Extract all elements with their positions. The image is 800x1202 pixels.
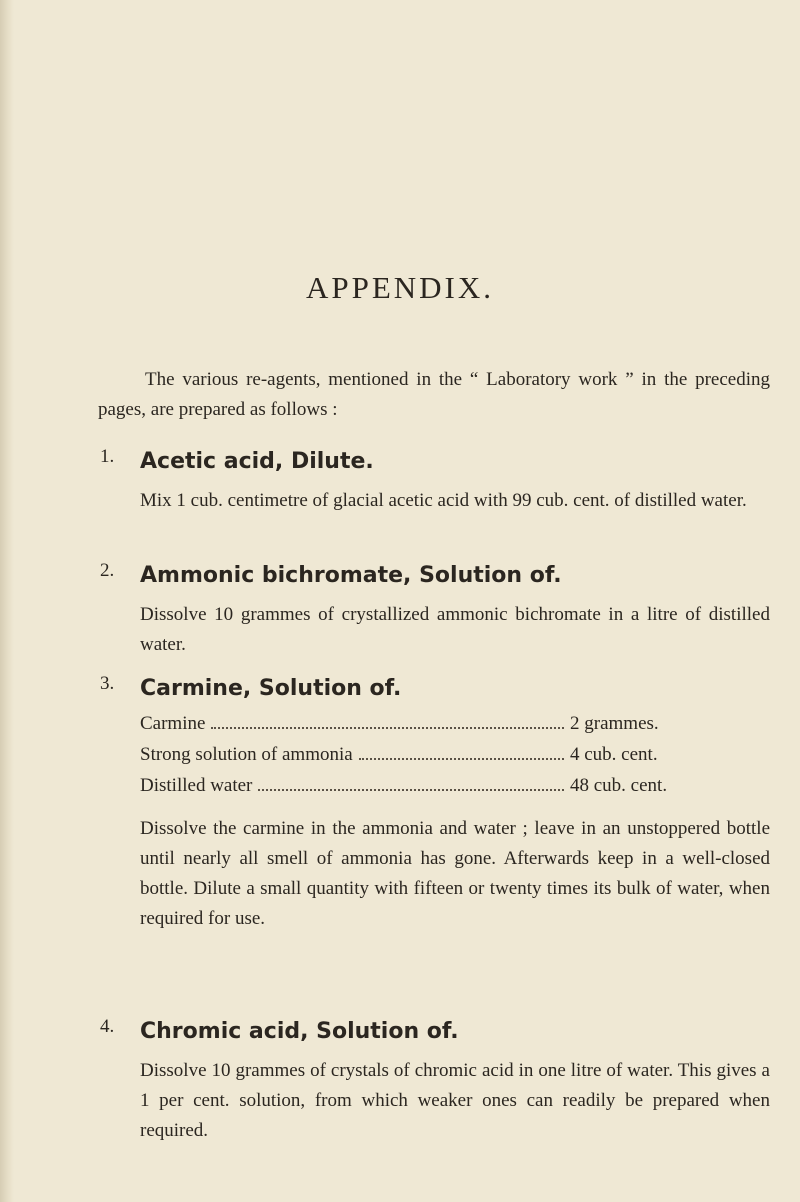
recipe-amount: 4 cub. cent. [570,744,658,765]
recipe-table [140,713,770,806]
section-chromic-acid [100,1016,770,1146]
section-carmine [100,673,770,934]
recipe-row [140,713,688,744]
recipe-ingredient: Distilled water [140,775,253,796]
intro-text: The various re-agents, mentioned in the “ Laboratory work ” in the preceding pages, are prepared as follows : [98,369,770,420]
page-title: APPENDIX. [305,270,495,305]
leader-dots [359,758,564,760]
intro-paragraph [98,365,770,425]
section-body: Dissolve 10 grammes of crystals of chromic acid in one litre of water. This gives a 1 per cent. solution, from which weaker ones can readily be prepared when required. [140,1060,770,1141]
recipe-row [140,775,688,806]
section-number: 1. [100,446,115,467]
section-heading: Acetic acid, Dilute. [140,449,374,474]
recipe-amount: 48 cub. cent. [570,775,668,796]
section-heading: Ammonic bichromate, Solution of. [140,563,562,588]
section-heading: Chromic acid, Solution of. [140,1019,459,1044]
section-body: Dissolve the carmine in the ammonia and water ; leave in an unstoppered bottle until nearly all smell of ammonia has gone. Afterwards keep in a well-closed bottle. Dilute a small quantity with fifteen or twenty times its bulk of water, when required for use. [140,818,770,929]
section-body: Dissolve 10 grammes of crystallized ammonic bichromate in a litre of distilled water. [140,604,770,655]
section-number: 3. [100,673,115,694]
section-number: 4. [100,1016,115,1037]
recipe-ingredient: Strong solution of ammonia [140,744,353,765]
recipe-amount: 2 grammes. [570,713,659,734]
section-ammonic-bichromate [100,560,770,660]
section-acetic-acid [100,446,770,516]
leader-dots [258,789,564,791]
recipe-ingredient: Carmine [140,713,206,734]
section-number: 2. [100,560,115,581]
page-spine-shadow [0,0,14,1202]
section-body: Mix 1 cub. centimetre of glacial acetic acid with 99 cub. cent. of distilled water. [140,490,747,511]
section-heading: Carmine, Solution of. [140,676,402,701]
leader-dots [211,727,564,729]
recipe-row [140,744,688,775]
